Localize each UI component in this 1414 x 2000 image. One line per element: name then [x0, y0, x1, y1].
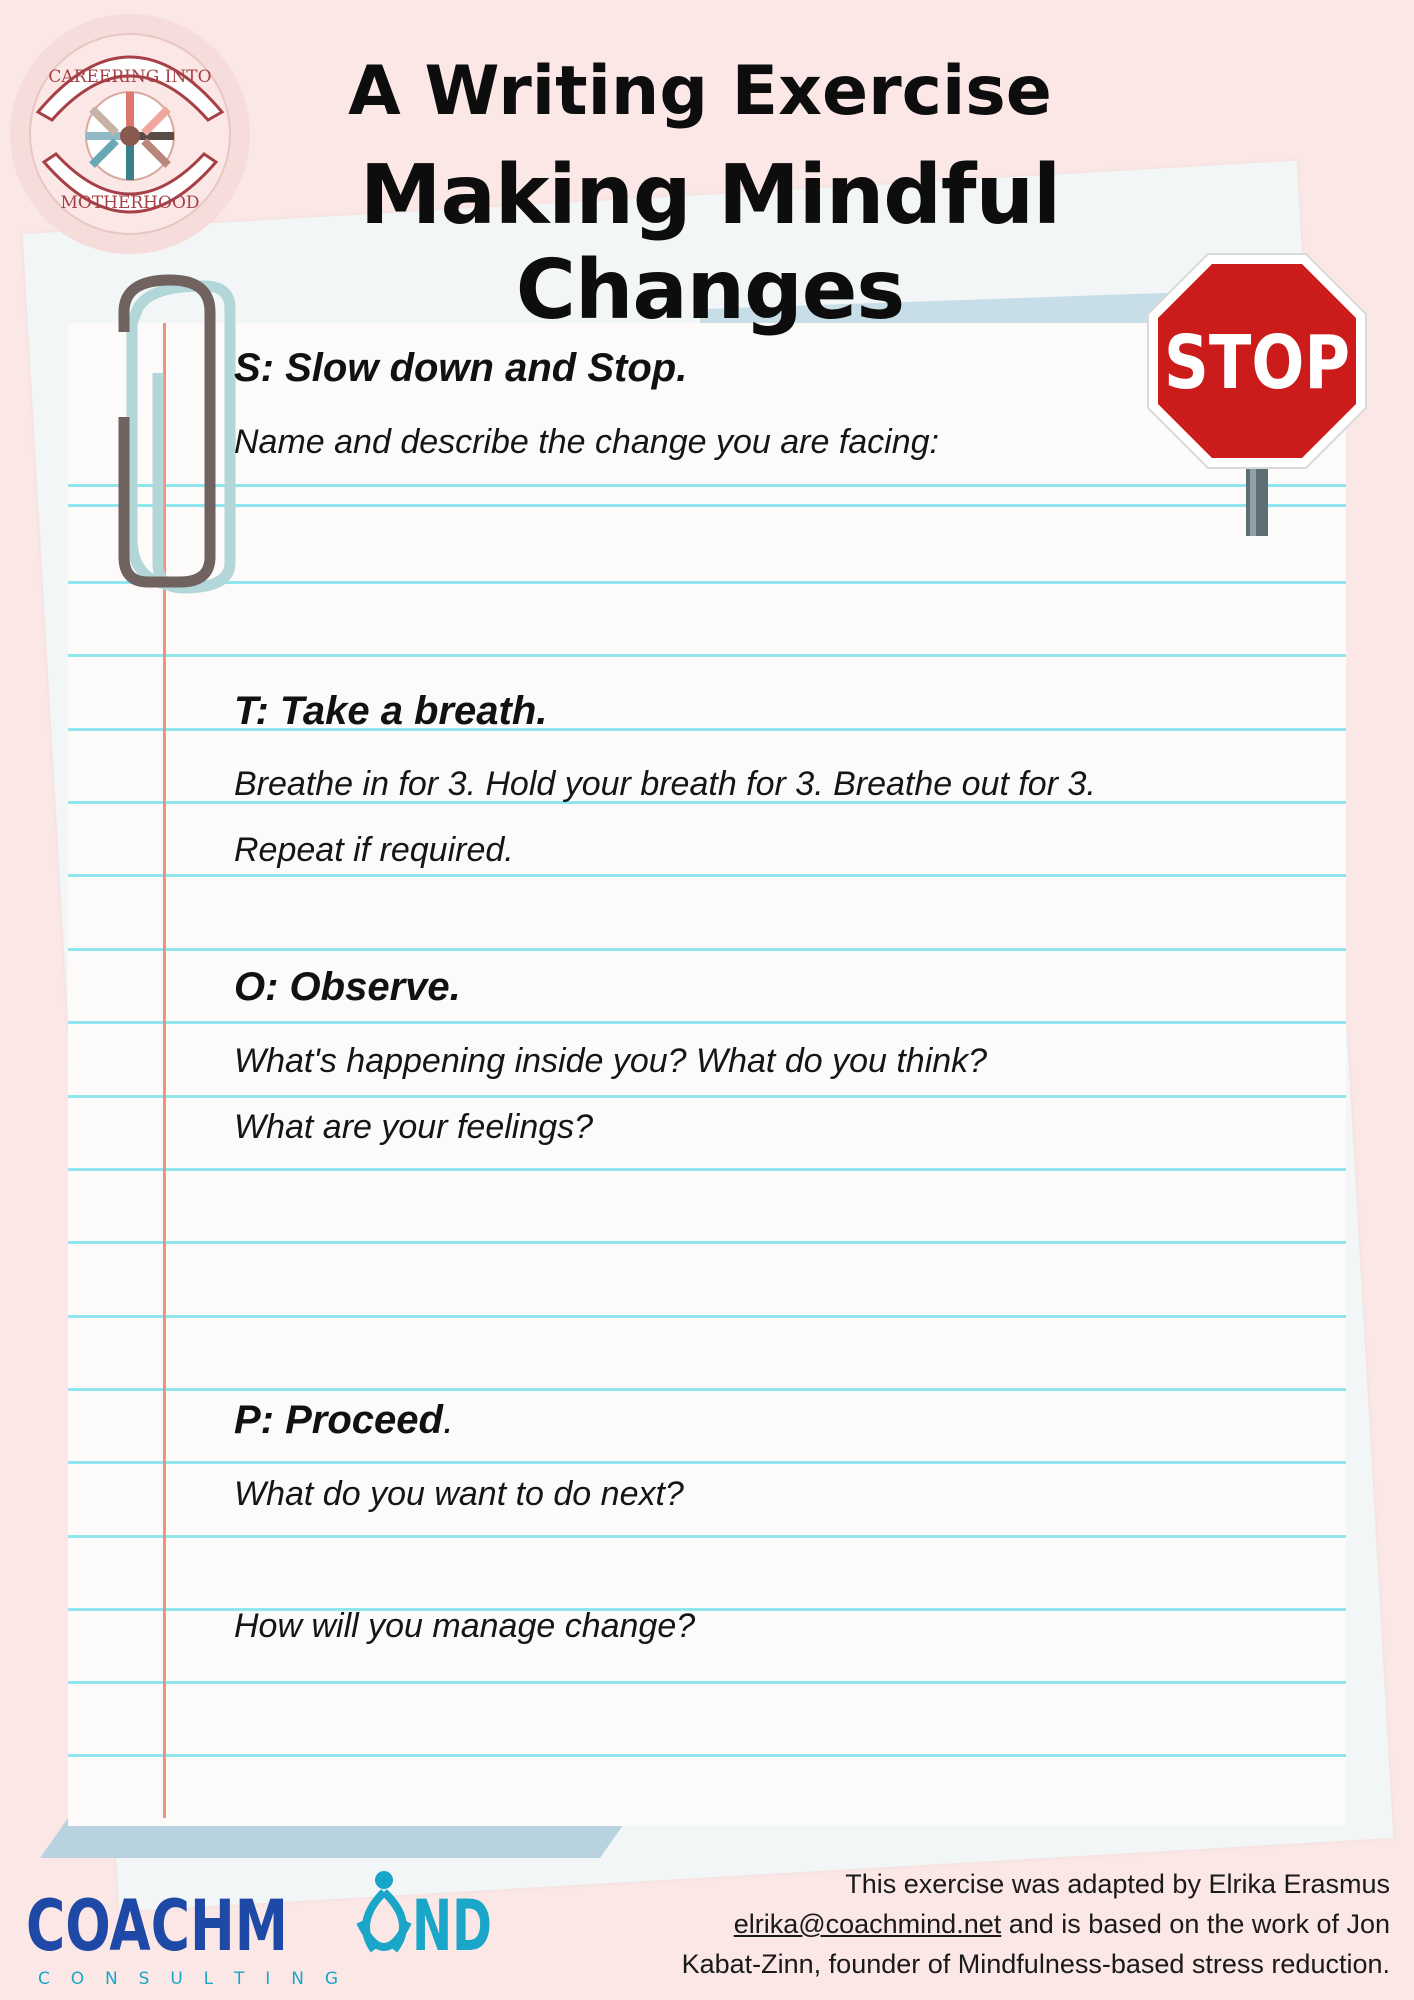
footer-email-link[interactable]: elrika@coachmind.net	[733, 1909, 1002, 1939]
footer-line-3: Kabat-Zinn, founder of Mindfulness-based stress reduction.	[681, 1949, 1390, 1979]
careering-into-motherhood-logo	[8, 12, 252, 256]
paper-rule	[68, 1388, 1346, 1391]
page-title: A Writing Exercise	[348, 52, 1052, 131]
paper-rule	[68, 1535, 1346, 1538]
paper-rule	[68, 1315, 1346, 1318]
footer-credit	[630, 1864, 1390, 1984]
section-o-line-1: What's happening inside you? What do you think?	[234, 1042, 988, 1080]
footer-line-1: This exercise was adapted by Elrika Erasmus	[845, 1869, 1390, 1899]
section-p-line-1: What do you want to do next?	[234, 1475, 684, 1513]
brand-figure-icon	[360, 1871, 408, 1950]
section-s-prompt: Name and describe the change you are facing:	[234, 423, 940, 461]
section-p-heading	[234, 1398, 454, 1443]
paper-rule	[68, 581, 1346, 584]
section-p-line-2: How will you manage change?	[234, 1607, 696, 1645]
section-p-heading-dot: .	[442, 1398, 455, 1442]
paper-rule	[68, 1095, 1346, 1098]
paper-rule	[68, 948, 1346, 951]
paper-rule	[68, 1241, 1346, 1244]
stop-sign-icon	[1142, 248, 1372, 538]
paper-rule	[68, 654, 1346, 657]
brand-name-part2: ND	[412, 1885, 492, 1967]
brand-name-part1: COACHM	[26, 1885, 288, 1967]
paper-rule	[68, 1681, 1346, 1684]
page-subtitle: Making Mindful Changes	[359, 148, 1061, 338]
paper-rule	[68, 1168, 1346, 1171]
paper-rule	[68, 1754, 1346, 1757]
section-p-heading-text: P: Proceed	[234, 1398, 443, 1442]
section-o-heading: O: Observe.	[234, 965, 461, 1009]
coachmind-consulting-logo	[24, 1862, 494, 1992]
logo-bottom-text: MOTHERHOOD	[60, 193, 200, 213]
section-s-heading: S: Slow down and Stop.	[234, 346, 688, 390]
section-o-line-2: What are your feelings?	[234, 1108, 594, 1146]
stop-sign-text: STOP	[1164, 320, 1350, 406]
footer-line-2	[630, 1904, 1390, 1944]
paper-rule	[68, 1021, 1346, 1024]
section-t-heading: T: Take a breath.	[234, 689, 548, 733]
logo-top-text: CAREERING INTO	[48, 67, 212, 87]
section-t-line-1: Breathe in for 3. Hold your breath for 3. Breathe out for 3.	[234, 765, 1096, 803]
section-t-line-2: Repeat if required.	[234, 831, 514, 869]
footer-line-2-rest: and is based on the work of Jon	[1001, 1909, 1390, 1939]
brand-tagline: C O N S U L T I N G	[38, 1969, 338, 1989]
paper-rule	[68, 1461, 1346, 1464]
paper-rule	[68, 874, 1346, 877]
